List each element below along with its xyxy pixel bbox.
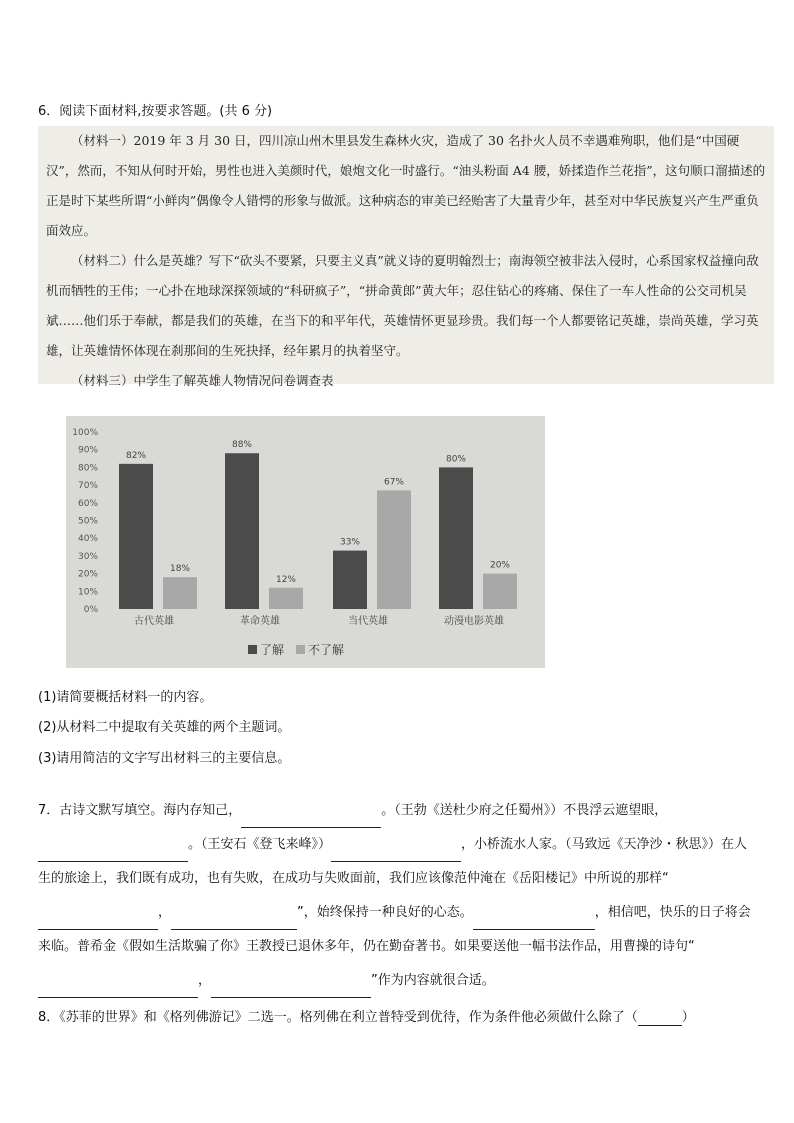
answer-blank-8[interactable]: [211, 983, 371, 998]
bar: [377, 490, 411, 609]
subquestion-1: (1)请简要概括材料一的内容。: [38, 690, 213, 705]
y-tick-label: 80%: [77, 463, 98, 474]
bar: [225, 453, 259, 609]
answer-blank-1[interactable]: [241, 813, 381, 828]
survey-chart: [66, 416, 545, 668]
q7-text-6: ”，始终保持一种良好的心态。: [297, 905, 473, 920]
answer-blank-4[interactable]: [38, 915, 158, 930]
q7-text-7: ，相信吧，快乐的日子将会来临。普希金《假如生活欺骗了你》王教授已退休多年，仍在勤奋著书。如果要送他一幅书法作品，用曹操的诗句“: [38, 905, 751, 954]
legend-label: 不了解: [308, 643, 345, 657]
data-label: 80%: [445, 454, 467, 465]
legend-swatch: [296, 645, 305, 654]
y-tick-label: 100%: [72, 428, 98, 438]
legend-label: 了解: [260, 643, 285, 657]
q7-text-5: ，: [158, 905, 172, 920]
answer-blank-2[interactable]: [38, 847, 188, 862]
x-tick-label: 革命英雄: [240, 616, 280, 627]
y-tick-label: 0%: [83, 605, 98, 615]
data-label: 18%: [169, 564, 191, 575]
q7-text-9: ”作为内容就很合适。: [371, 973, 495, 988]
bar: [483, 574, 517, 609]
material-2: （材料二）什么是英雄？写下“砍头不要紧，只要主义真”就义诗的夏明翰烈士；南海领空被非法入侵时，心系国家权益撞向敌机而牺牲的王伟；一心扑在地球深探领域的“科研疯子”，“拼命黄郎”黄大年；忍住钻心的疼痛、保住了一车人性命的公交司机吴斌……他们乐于奉献，都是我们的英雄，在当下的和平年代，英雄情怀更显珍贵。我们每一个人都要铭记英雄，崇尚英雄，学习英雄，让英雄情怀体现在刹那间的生死抉择，经年累月的执着坚守。: [46, 253, 759, 358]
y-tick-label: 20%: [77, 569, 98, 580]
answer-blank-6[interactable]: [473, 915, 595, 930]
bar: [119, 464, 153, 609]
q7-text-3: 。（王安石《登飞来峰》）: [188, 837, 332, 852]
x-tick-label: 动漫电影英雄: [444, 616, 504, 627]
material-photo: [38, 126, 774, 388]
data-label: 20%: [489, 560, 511, 571]
y-tick-label: 70%: [77, 481, 98, 492]
data-label: 12%: [275, 574, 297, 585]
data-label: 88%: [231, 440, 253, 451]
y-tick-label: 50%: [77, 516, 98, 527]
question-6-heading: 6．阅读下面材料,按要求答题。(共 6 分): [38, 104, 273, 119]
answer-blank-7[interactable]: [38, 983, 198, 998]
answer-blank-5[interactable]: [171, 915, 297, 930]
material-3-caption: （材料三）中学生了解英雄人物情况问卷调查表: [71, 373, 334, 388]
q8-text: 8．《苏菲的世界》和《格列佛游记》二选一。格列佛在利立普特受到优待，作为条件他必须做什么除了（: [38, 1010, 638, 1025]
subquestion-2: (2)从材料二中提取有关英雄的两个主题词。: [38, 720, 291, 735]
legend-swatch: [248, 645, 257, 654]
x-tick-label: 当代英雄: [348, 616, 388, 627]
subquestion-3: (3)请用简洁的文字写出材料三的主要信息。: [38, 751, 291, 766]
y-tick-label: 30%: [77, 551, 98, 562]
material-1: （材料一）2019 年 3 月 30 日，四川凉山州木里县发生森林火灾，造成了 30 名扑火人员不幸遇难殉职，他们是“中国硬汉”，然而，不知从何时开始，男性也进入美颜时代，娘炮文化一时盛行。“油头粉面 A4 腰，娇揉造作兰花指”，这句顺口溜描述的正是时下某些所谓“小鲜肉”偶像令人错愕的形象与做派。这种病态的审美已经贻害了大量青少年，甚至对中华民族复兴产生严重负面效应。: [46, 133, 766, 238]
data-label: 67%: [383, 477, 405, 488]
q8-close: ）: [681, 1010, 695, 1025]
question-8: [38, 1010, 695, 1026]
y-tick-label: 60%: [77, 498, 98, 509]
bar: [439, 467, 473, 609]
x-tick-label: 古代英雄: [134, 616, 174, 627]
bar: [269, 588, 303, 609]
q7-text-8: ，: [198, 973, 212, 988]
question-7: [38, 794, 760, 998]
q7-text-1: 7．古诗文默写填空。海内存知己，: [38, 803, 242, 818]
y-tick-label: 40%: [77, 534, 98, 545]
q7-text-4: ，小桥流水人家。（马致远《天净沙・秋思》）在人生的旅途上，我们既有成功，也有失败，在成功与失败面前，我们应该像范仲淹在《岳阳楼记》中所说的那样“: [38, 837, 748, 886]
y-tick-label: 10%: [77, 587, 98, 598]
answer-blank-3[interactable]: [331, 847, 461, 862]
bar: [333, 551, 367, 609]
y-tick-label: 90%: [77, 445, 98, 456]
bar: [163, 577, 197, 609]
data-label: 82%: [125, 450, 147, 461]
q8-answer-blank[interactable]: [638, 1011, 682, 1026]
q7-text-2: 。（王勃《送杜少府之任蜀州》）不畏浮云遮望眼，: [381, 803, 668, 818]
bar-chart: [66, 416, 545, 668]
data-label: 33%: [339, 537, 361, 548]
